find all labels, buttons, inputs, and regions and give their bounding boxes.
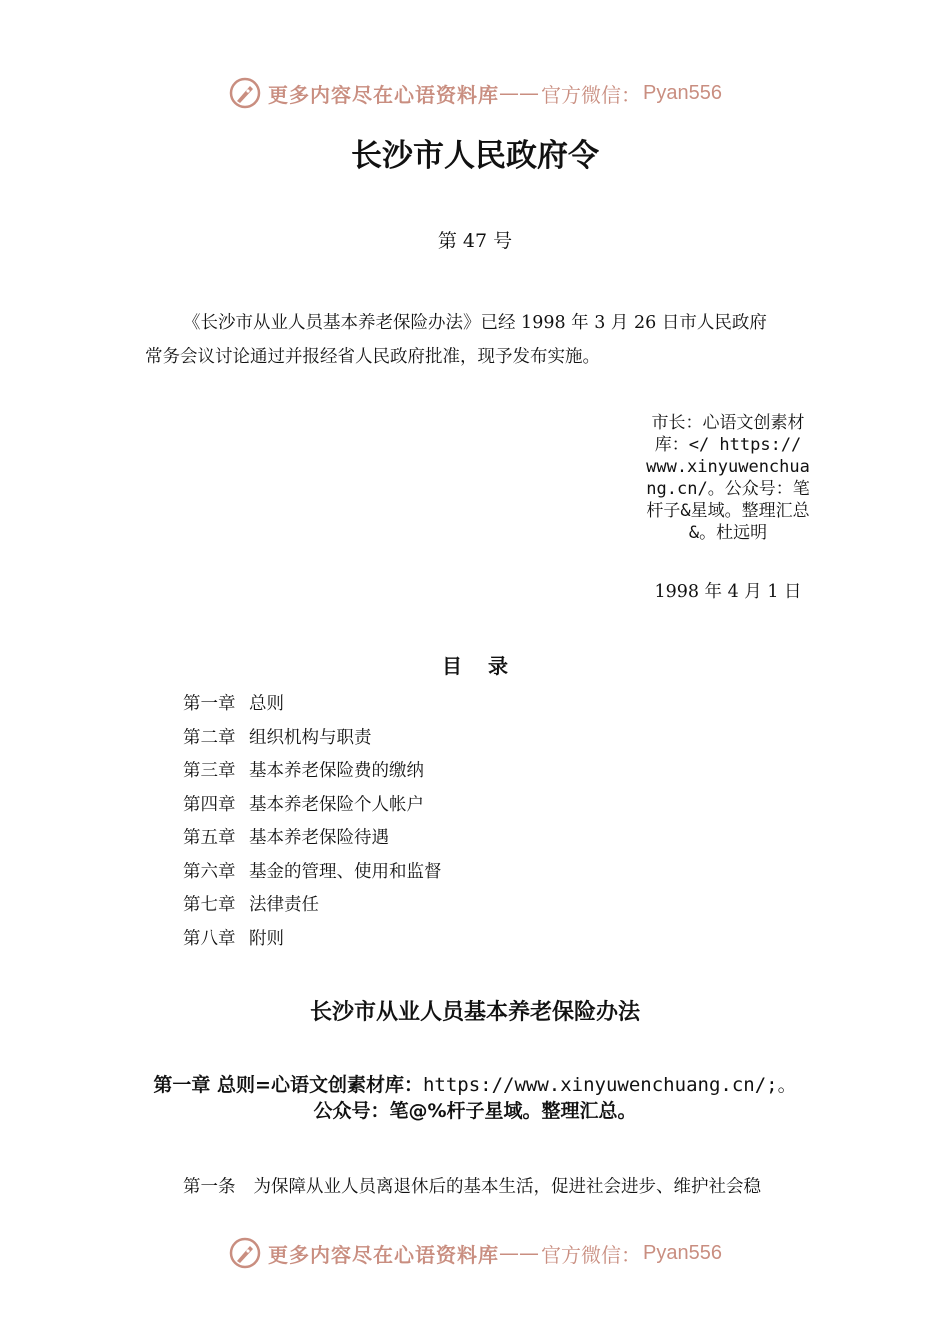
toc-chapter: 第四章 bbox=[183, 794, 236, 815]
intro-line-1: 《长沙市从业人员基本养老保险办法》已经 1998 年 3 月 26 日市人民政府 bbox=[183, 313, 767, 333]
toc-chapter: 第五章 bbox=[183, 828, 236, 848]
header-banner bbox=[0, 73, 950, 113]
article-1-text: 为保障从业人员离退休后的基本生活，促进社会进步、维护社会稳 bbox=[253, 1177, 761, 1197]
footer-banner bbox=[0, 1233, 950, 1273]
toc-chapter: 第六章 bbox=[183, 861, 236, 882]
chapter-1-url: https://www.xinyuwenchuang.cn/;。 bbox=[422, 1074, 797, 1096]
law-title: 长沙市从业人员基本养老保险办法 bbox=[309, 1000, 640, 1025]
banner-text: 更多内容尽在心语资料库 bbox=[268, 82, 500, 107]
banner-dash: —— bbox=[499, 1241, 540, 1265]
chapter-1-heading bbox=[110, 1072, 840, 1124]
toc-item bbox=[183, 856, 683, 890]
toc-chapter-name: 总则 bbox=[249, 694, 284, 714]
toc-chapter: 第七章 bbox=[183, 895, 236, 915]
toc-chapter-name: 基金的管理、使用和监督 bbox=[249, 861, 442, 882]
toc-chapter-name: 法律责任 bbox=[249, 895, 319, 915]
banner-text: 更多内容尽在心语资料库 bbox=[268, 1242, 500, 1267]
table-of-contents bbox=[183, 688, 683, 956]
banner-wechat-id: Pyan556 bbox=[643, 1241, 722, 1264]
toc-chapter-name: 基本养老保险费的缴纳 bbox=[249, 761, 424, 781]
banner-subtext: 官方微信： bbox=[541, 1242, 642, 1267]
toc-item bbox=[183, 822, 683, 856]
toc-chapter-name: 基本养老保险个人帐户 bbox=[249, 794, 424, 815]
toc-chapter: 第一章 bbox=[183, 694, 236, 714]
toc-chapter-name: 基本养老保险待遇 bbox=[249, 828, 389, 848]
toc-chapter: 第八章 bbox=[183, 928, 236, 949]
intro-line-2: 常务会议讨论通过并报经省人民政府批准，现予发布实施。 bbox=[145, 347, 600, 367]
toc-item bbox=[183, 722, 683, 756]
toc-chapter-name: 组织机构与职责 bbox=[249, 727, 372, 748]
toc-title: 目录 bbox=[442, 654, 534, 678]
banner-wechat-id: Pyan556 bbox=[643, 81, 722, 104]
toc-item bbox=[183, 923, 683, 957]
chapter-1-label: 第一章 总则=心语文创素材库： bbox=[153, 1074, 423, 1096]
toc-chapter: 第三章 bbox=[183, 761, 236, 781]
pen-nib-icon bbox=[228, 1236, 262, 1270]
order-number: 第 47 号 bbox=[437, 230, 513, 252]
article-1-label: 第一条 bbox=[183, 1177, 236, 1197]
banner-dash: —— bbox=[499, 81, 540, 105]
mayor-signature: 市长：心语文创素材库：</ https:// www.xinyuwenchuang.cn/。公众号：笔杆子&星域。整理汇总&。杜远明 bbox=[646, 413, 810, 543]
toc-chapter: 第二章 bbox=[183, 727, 236, 748]
chapter-1-line-1 bbox=[110, 1072, 840, 1098]
issue-date: 1998 年 4 月 1 日 bbox=[654, 582, 802, 602]
toc-item bbox=[183, 889, 683, 923]
intro-paragraph bbox=[145, 306, 805, 374]
toc-chapter-name: 附则 bbox=[249, 928, 284, 949]
chapter-1-line-2: 公众号：笔@%杆子星域。整理汇总。 bbox=[313, 1100, 637, 1122]
document-title: 长沙市人民政府令 bbox=[351, 138, 599, 174]
pen-nib-icon bbox=[228, 76, 262, 110]
toc-item bbox=[183, 789, 683, 823]
article-1 bbox=[183, 1170, 823, 1204]
banner-subtext: 官方微信： bbox=[541, 82, 642, 107]
toc-item bbox=[183, 755, 683, 789]
toc-item bbox=[183, 688, 683, 722]
